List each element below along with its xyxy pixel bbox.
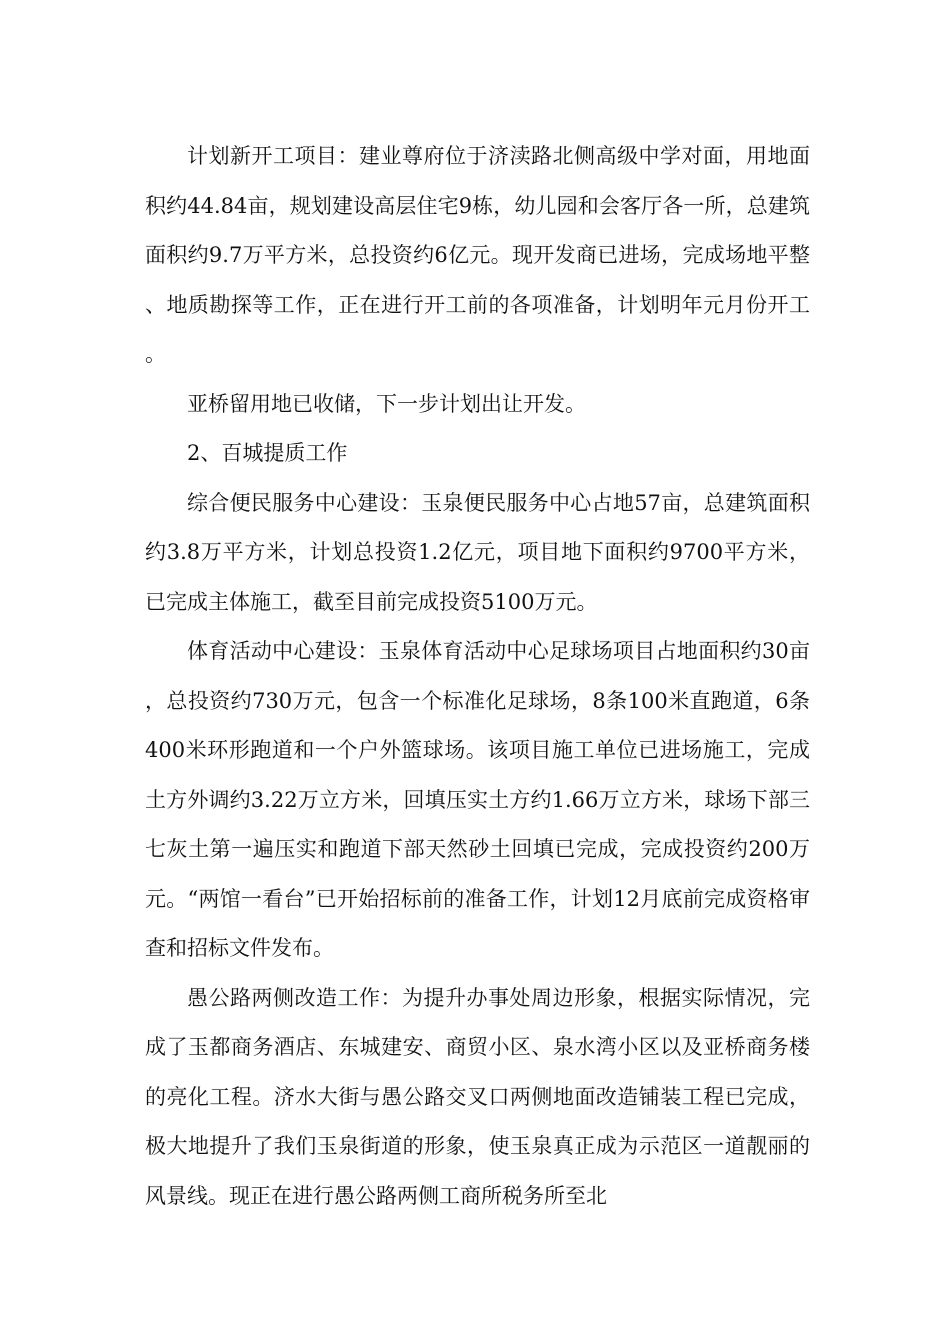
paragraph-sports-center: 体育活动中心建设：玉泉体育活动中心足球场项目占地面积约30亩，总投资约730万元，包含一个标准化足球场，8条100米直跑道，6条400米环形跑道和一个户外篮球场。该项目施工单位已进场施工，完成土方外调约3.22万立方米，回填压实土方约1.66万立方米，球场下部三七灰土第一遍压实和跑道下部天然砂土回填已完成，完成投资约200万元。“两馆一看台”已开始招标前的准备工作，计划12月底前完成资格审查和招标文件发布。 <box>145 639 810 960</box>
paragraph-yugong-road: 愚公路两侧改造工作：为提升办事处周边形象，根据实际情况，完成了玉都商务酒店、东城建安、商贸小区、泉水湾小区以及亚桥商务楼的亮化工程。济水大街与愚公路交叉口两侧地面改造铺装工程已完成，极大地提升了我们玉泉街道的形象，使玉泉真正成为示范区一道靓丽的风景线。现正在进行愚公路两侧工商所税务所至北 <box>145 985 810 1208</box>
section-heading-city-quality: 2、百城提质工作 <box>187 441 348 465</box>
paragraph-service-center: 综合便民服务中心建设：玉泉便民服务中心占地57亩，总建筑面积约3.8万平方米，计划总投资1.2亿元，项目地下面积约9700平方米，已完成主体施工，截至目前完成投资5100万元。 <box>145 490 810 614</box>
paragraph-new-projects: 计划新开工项目：建业尊府位于济渎路北侧高级中学对面，用地面积约44.84亩，规划建设高层住宅9栋，幼儿园和会客厅各一所，总建筑面积约9.7万平方米，总投资约6亿元。现开发商已进场，完成场地平整、地质勘探等工作，正在进行开工前的各项准备，计划明年元月份开工。 <box>145 144 810 366</box>
document-body <box>145 132 810 1221</box>
paragraph-yaqiao-land: 亚桥留用地已收储，下一步计划出让开发。 <box>187 391 586 416</box>
